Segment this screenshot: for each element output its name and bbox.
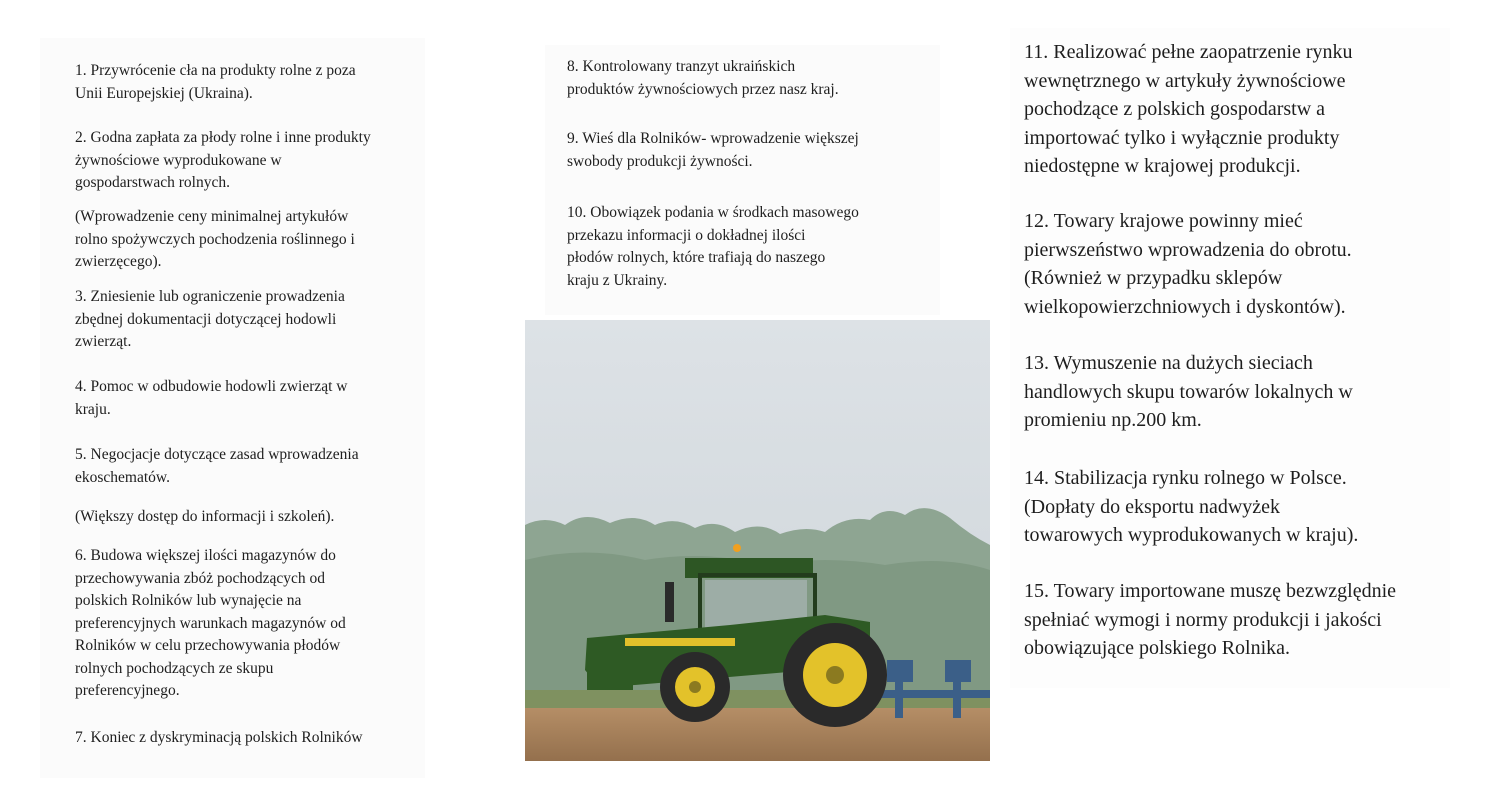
- list-item-13: 13. Wymuszenie na dużych sieciach handlowych skupu towarów lokalnych w promieniu np.200 km.: [1024, 352, 1353, 431]
- list-item-10: 10. Obowiązek podania w środkach masowego przekazu informacji o dokładnej ilości płodów rolnych, które trafiają do naszego kraju z Ukrainy.: [567, 204, 859, 289]
- list-item-11: 11. Realizować pełne zaopatrzenie rynku wewnętrznego w artykuły żywnościowe pochodzące z polskich gospodarstw a importować tylko i wyłącznie produkty niedostępne w krajowej produkcji.: [1024, 41, 1353, 177]
- column-middle: [545, 45, 940, 315]
- column-right: [1010, 28, 1450, 688]
- tractor-photo: [525, 320, 990, 761]
- list-item-1: 1. Przywrócenie cła na produkty rolne z poza Unii Europejskiej (Ukraina).: [75, 62, 356, 102]
- list-item-15: 15. Towary importowane muszę bezwzględnie spełniać wymogi i normy produkcji i jakości obowiązujące polskiego Rolnika.: [1024, 580, 1397, 659]
- list-item-12: 12. Towary krajowe powinny mieć pierwszeństwo wprowadzenia do obrotu. (Również w przypadku sklepów wielkopowierzchniowych i dyskontów).: [1024, 210, 1352, 318]
- list-item-3: 3. Zniesienie lub ograniczenie prowadzenia zbędnej dokumentacji dotyczącej hodowli zwierząt.: [75, 288, 345, 350]
- list-item-8: 8. Kontrolowany tranzyt ukraińskich produktów żywnościowych przez nasz kraj.: [567, 58, 839, 98]
- column-left: [40, 38, 425, 778]
- list-item-5: 5. Negocjacje dotyczące zasad wprowadzenia ekoschematów.: [75, 446, 359, 486]
- list-item-7: 7. Koniec z dyskryminacją polskich Rolników: [75, 729, 363, 746]
- list-item-9: 9. Wieś dla Rolników- wprowadzenie większej swobody produkcji żywności.: [567, 130, 859, 170]
- list-item-14: 14. Stabilizacja rynku rolnego w Polsce. (Dopłaty do eksportu nadwyżek towarowych wyprodukowanych w kraju).: [1024, 467, 1359, 546]
- list-item-4: 4. Pomoc w odbudowie hodowli zwierząt w kraju.: [75, 378, 348, 418]
- list-item-2: 2. Godna zapłata za płody rolne i inne produkty żywnościowe wyprodukowane w gospodarstwach rolnych.: [75, 129, 371, 191]
- list-item-5-note: (Większy dostęp do informacji i szkoleń).: [75, 508, 335, 525]
- list-item-6: 6. Budowa większej ilości magazynów do przechowywania zbóż pochodzących od polskich Rolników lub wynajęcie na preferencyjnych warunkach magazynów od Rolników w celu przechowywania płodów rolnych pochodzących ze skupu preferencyjnego.: [75, 547, 346, 699]
- list-item-2-note: (Wprowadzenie ceny minimalnej artykułów rolno spożywczych pochodzenia roślinnego i zwierzęcego).: [75, 208, 355, 270]
